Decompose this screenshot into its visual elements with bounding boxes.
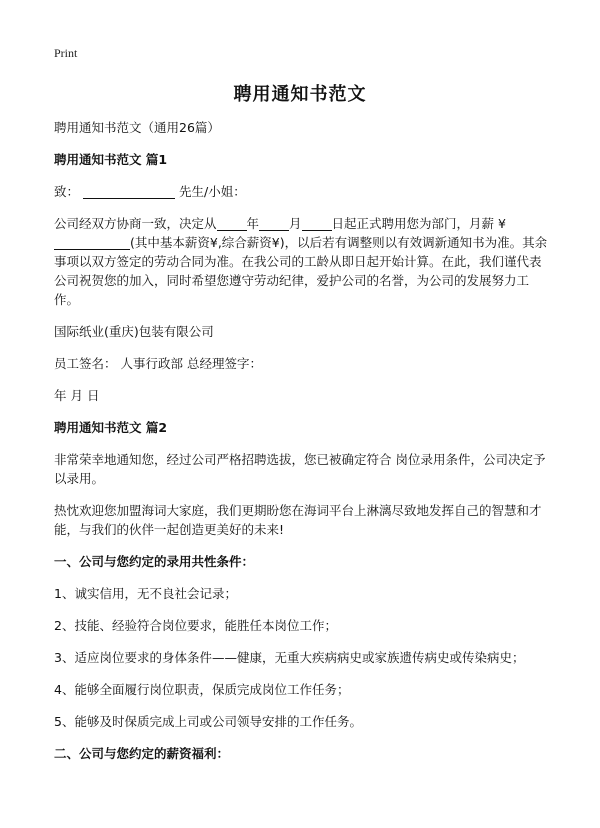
company-name: 国际纸业(重庆)包装有限公司 [54, 324, 214, 339]
salary-heading: 二、公司与您约定的薪资福利： [54, 746, 230, 761]
document-title: 聘用通知书范文 [233, 84, 367, 105]
offer-text-2: 年 [246, 216, 260, 231]
list-item: 5、能够及时保质完成上司或公司领导安排的工作任务。 [54, 714, 362, 729]
list-item: 3、适应岗位要求的身体条件——健康，无重大疾病病史或家族遗传病史或传染病史； [54, 650, 525, 665]
year-blank [217, 216, 247, 231]
list-item: 4、能够全面履行岗位职责，保质完成岗位工作任务； [54, 682, 350, 697]
signature-line: 员工签名： 人事行政部 总经理签字： [54, 356, 262, 371]
date-line: 年 月 日 [54, 388, 100, 403]
section-2-para-2: 热忱欢迎您加盟海词大家庭，我们更期盼您在海词平台上淋漓尽致地发挥自己的智慧和才能，与我们的伙伴一起创造更美好的未来! [54, 503, 542, 537]
day-blank [302, 216, 332, 231]
list-item: 2、技能、经验符合岗位要求，能胜任本岗位工作； [54, 618, 337, 633]
section-2-heading: 聘用通知书范文 篇2 [54, 420, 168, 435]
document-body [54, 118, 550, 776]
salutation-prefix: 致： [54, 184, 80, 199]
document-subtitle: 聘用通知书范文（通用26篇） [54, 120, 220, 135]
list-item: 1、诚实信用，无不良社会记录； [54, 586, 237, 601]
salutation-suffix: 先生/小姐： [178, 184, 246, 199]
month-blank [259, 216, 289, 231]
offer-text-3: 月 [289, 216, 302, 231]
name-blank [83, 184, 175, 199]
offer-text-5: (其中基本薪资¥,综合薪资¥)，以后若有调整则以有效调新通知书为准。其余事项以双方签定的劳动合同为准。在我公司的工龄从即日起开始计算。在此，我们谨代表公司祝贺您的加入，同时希望您遵守劳动纪律，爱护公司的名誉，为公司的发展努力工作。 [54, 235, 548, 307]
offer-text-1: 公司经双方协商一致，决定从 [54, 216, 217, 231]
salutation [54, 182, 550, 201]
section-2-para-1: 非常荣幸地通知您，经过公司严格招聘选拔，您已被确定符合 岗位录用条件，公司决定予以录用。 [54, 452, 546, 486]
offer-paragraph [54, 214, 550, 309]
conditions-heading: 一、公司与您约定的录用共性条件： [54, 554, 255, 569]
offer-text-4: 日起正式聘用您为部门，月薪 ¥ [331, 216, 506, 231]
section-1-heading: 聘用通知书范文 篇1 [54, 152, 168, 167]
print-link[interactable]: Print [54, 46, 78, 60]
salary-blank [54, 235, 130, 250]
